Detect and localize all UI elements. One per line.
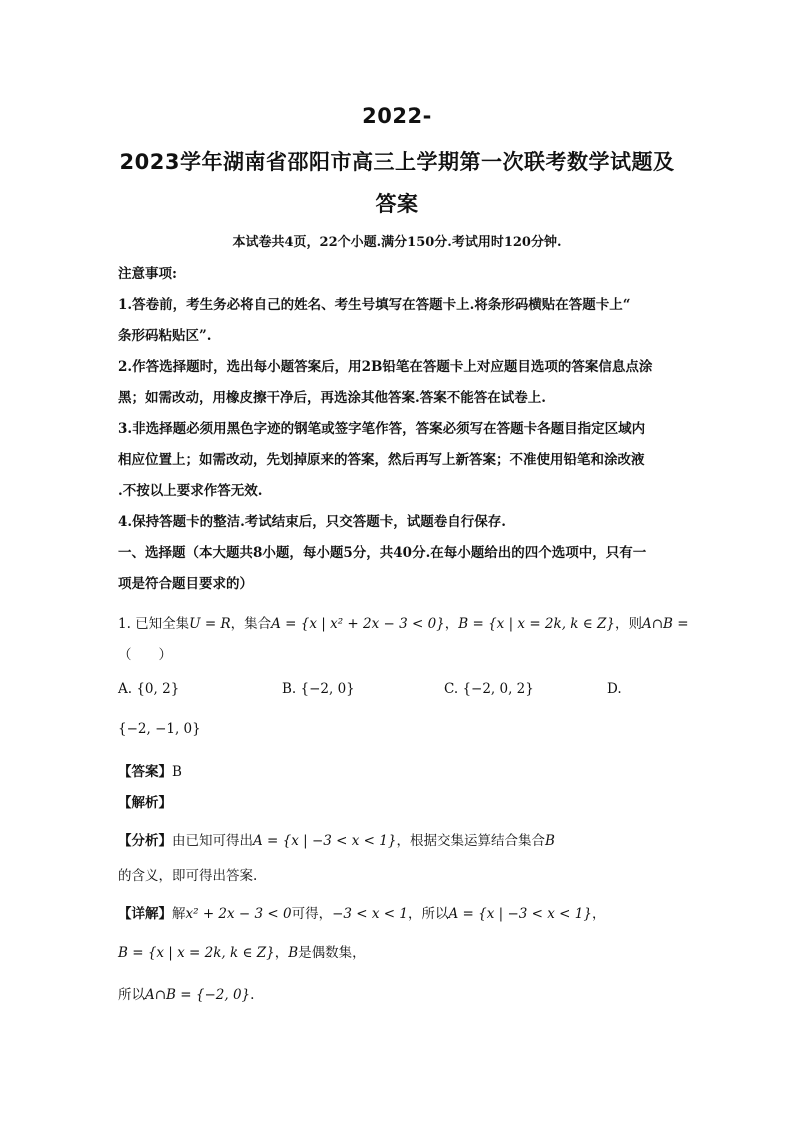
detail-inequality: x² + 2x − 3 < 0: [185, 906, 292, 922]
option-a-label: A.: [118, 681, 133, 697]
answer-value: B: [172, 764, 182, 780]
title-line-2: 2023学年湖南省邵阳市高三上学期第一次联考数学试题及: [119, 150, 675, 174]
option-b: [282, 681, 355, 697]
detail-comma-2: ，: [274, 945, 289, 961]
q1-then: ，则: [615, 616, 642, 632]
option-c-label: C.: [444, 681, 459, 697]
detail-text-3: ，所以: [408, 906, 449, 922]
q1-set-b: B = {x | x = 2k, k ∈ Z}: [458, 616, 615, 632]
detail-set-b: B = {x | x = 2k, k ∈ Z}: [118, 945, 275, 961]
section-heading-1: 一、选择题（本大题共8小题，每小题5分，共40分.在每小题给出的四个选项中，只有一: [118, 545, 647, 561]
detail-set-a: A = {x | −3 < x < 1}: [448, 906, 592, 922]
title-line-1: 2022-: [362, 104, 432, 128]
q1-blank: （ ）: [118, 647, 172, 663]
q1-intersection: A∩B =: [642, 616, 689, 632]
fenxi-line: [118, 829, 555, 849]
answer-tag: 【答案】: [118, 764, 172, 780]
answer-line: [118, 760, 182, 780]
option-c: [444, 681, 534, 697]
notice-3a: 3.非选择题必须用黑色字迹的钢笔或签字笔作答，答案必须写在答题卡各题目指定区域内: [118, 421, 646, 437]
option-a: [118, 681, 179, 697]
fenxi-set: A = {x | −3 < x < 1}: [253, 833, 397, 849]
fenxi-tag: 【分析】: [118, 833, 172, 849]
notice-1b: 条形码粘贴区”.: [118, 328, 212, 344]
detail-line-2: [118, 941, 366, 961]
detail-text-2: 可得，: [291, 906, 333, 922]
detail-line-3: [118, 983, 254, 1003]
title-line-3: 答案: [375, 192, 419, 216]
notice-1a: 1.答卷前，考生务必将自己的姓名、考生号填写在答题卡上.将条形码横贴在答题卡上“: [118, 297, 631, 313]
detail-range: −3 < x < 1: [332, 906, 408, 922]
detail-period: .: [250, 987, 255, 1003]
fenxi-text-2: ，根据交集运算结合集合: [396, 833, 545, 849]
option-b-label: B.: [282, 681, 297, 697]
detail-text-5: 所以: [118, 987, 145, 1003]
q1-number: 1. 已知全集: [118, 616, 190, 632]
detail-text-4: 是偶数集，: [298, 945, 366, 961]
option-d-value: {−2, −1, 0}: [118, 721, 201, 737]
section-heading-2: 项是符合题目要求的）: [118, 576, 253, 592]
fenxi-set-b: B: [544, 833, 555, 849]
option-c-value: {−2, 0, 2}: [462, 681, 534, 697]
detail-line-1: [118, 902, 605, 922]
option-b-value: {−2, 0}: [300, 681, 355, 697]
notice-4: 4.保持答题卡的整洁.考试结束后，只交答题卡，试题卷自行保存.: [118, 514, 506, 530]
detail-result: A∩B = {−2, 0}: [145, 987, 251, 1003]
option-a-value: {0, 2}: [136, 681, 180, 697]
detail-tag: 【详解】: [118, 906, 172, 922]
subtitle: 本试卷共4页，22个小题.满分150分.考试用时120分钟.: [232, 235, 562, 250]
q1-universal-set: U = R: [189, 616, 231, 632]
question-1-stem: [118, 612, 689, 632]
analysis-tag: 【解析】: [118, 795, 172, 811]
detail-text-1: 解: [172, 906, 186, 922]
detail-comma: ，: [591, 906, 606, 922]
notice-2b: 黑；如需改动，用橡皮擦干净后，再选涂其他答案.答案不能答在试卷上.: [118, 390, 546, 406]
fenxi-line-2: 的含义，即可得出答案.: [118, 868, 258, 884]
q1-comma: ，: [444, 616, 459, 632]
notice-3b: 相应位置上；如需改动，先划掉原来的答案，然后再写上新答案；不准使用铅笔和涂改液: [118, 452, 645, 468]
notice-2a: 2.作答选择题时，选出每小题答案后，用2B铅笔在答题卡上对应题目选项的答案信息点涂: [118, 359, 653, 375]
q1-set-a: A = {x | x² + 2x − 3 < 0}: [271, 616, 445, 632]
notice-3c: .不按以上要求作答无效.: [118, 483, 263, 499]
option-d: [607, 681, 622, 697]
option-d-label: D.: [607, 681, 622, 697]
q1-text: ，集合: [230, 616, 272, 632]
notice-heading: 注意事项:: [118, 266, 177, 282]
detail-b-var: B: [288, 945, 299, 961]
fenxi-text-1: 由已知可得出: [172, 833, 253, 849]
